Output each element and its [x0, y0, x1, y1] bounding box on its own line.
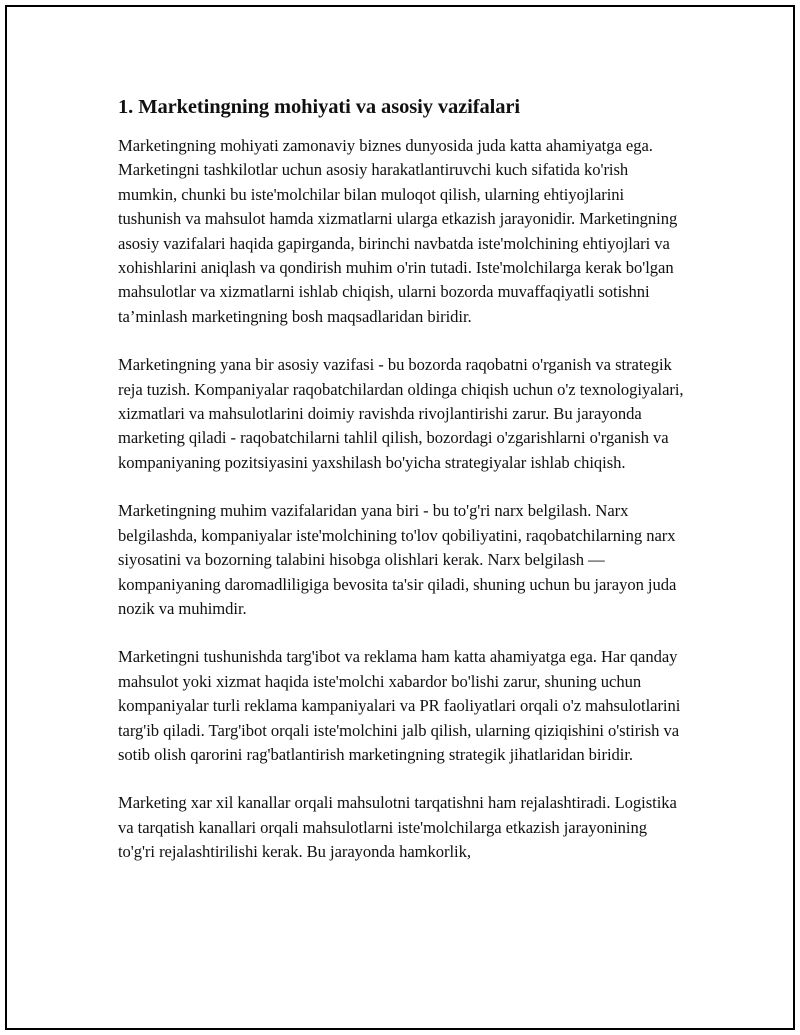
- paragraph-promotion: Marketingni tushunishda targ'ibot va reklama ham katta ahamiyatga ega. Har qanday mahsulot yoki xizmat haqida iste'molchi xabardor bo'lishi zarur, shuning uchun kompaniyalar turli reklama kampaniyalari va PR faoliyatlari orqali o'z mahsulotlarini targ'ib qiladi. Targ'ibot orqali iste'molchini jalb qilish, ularning qiziqishini o'stirish va sotib olish qarorini rag'batlantirish marketingning strategik jihatlaridan biridir.: [118, 647, 681, 764]
- paragraph-pricing: Marketingning muhim vazifalaridan yana biri - bu to'g'ri narx belgilash. Narx belgilashda, kompaniyalar iste'molchining to'lov qobiliyatini, raqobatchilarning narx siyosatini va bozorning talabini hisobga olishlari kerak. Narx belgilash — kompaniyaning daromadliligiga bevosita ta'sir qiladi, shuning uchun bu jarayon juda nozik va muhimdir.: [118, 501, 677, 618]
- paragraph-distribution: Marketing xar xil kanallar orqali mahsulotni tarqatishni ham rejalashtiradi. Logistika va tarqatish kanallari orqali mahsulotlarni iste'molchilarga etkazish jarayonining to'g'ri rejalashtirilishi kerak. Bu jarayonda hamkorlik,: [118, 793, 677, 862]
- paragraph-competition: Marketingning yana bir asosiy vazifasi - bu bozorda raqobatni o'rganish va strategik reja tuzish. Kompaniyalar raqobatchilardan oldinga chiqish uchun o'z texnologiyalari, xizmatlari va mahsulotlarini doimiy ravishda rivojlantirishi zarur. Bu jarayonda marketing qiladi - raqobatchilarni tahlil qilish, bozordagi o'zgarishlarni o'rganish va kompaniyaning pozitsiyasini yaxshilash bo'yicha strategiyalar ishlab chiqish.: [118, 355, 684, 472]
- paragraph-essence: Marketingning mohiyati zamonaviy biznes dunyosida juda katta ahamiyatga ega. Marketingni tashkilotlar uchun asosiy harakatlantiruvchi kuch sifatida ko'rish mumkin, chunki bu iste'molchilar bilan muloqot qilish, ularning ehtiyojlarini tushunish va mahsulot hamda xizmatlarni ularga etkazish jarayonidir. Marketingning asosiy vazifalari haqida gapirganda, birinchi navbatda iste'molchining ehtiyojlari va xohishlarini aniqlash va qondirish muhim o'rin tutadi. Iste'molchilarga kerak bo'lgan mahsulotlar va xizmatlarni ishlab chiqish, ularni bozorda muvaffaqiyatli sotishni ta’minlash marketingning bosh maqsadlaridan biridir.: [118, 136, 678, 326]
- section-heading: 1. Marketingning mohiyati va asosiy vazifalari: [118, 96, 520, 118]
- document-body: [118, 92, 688, 889]
